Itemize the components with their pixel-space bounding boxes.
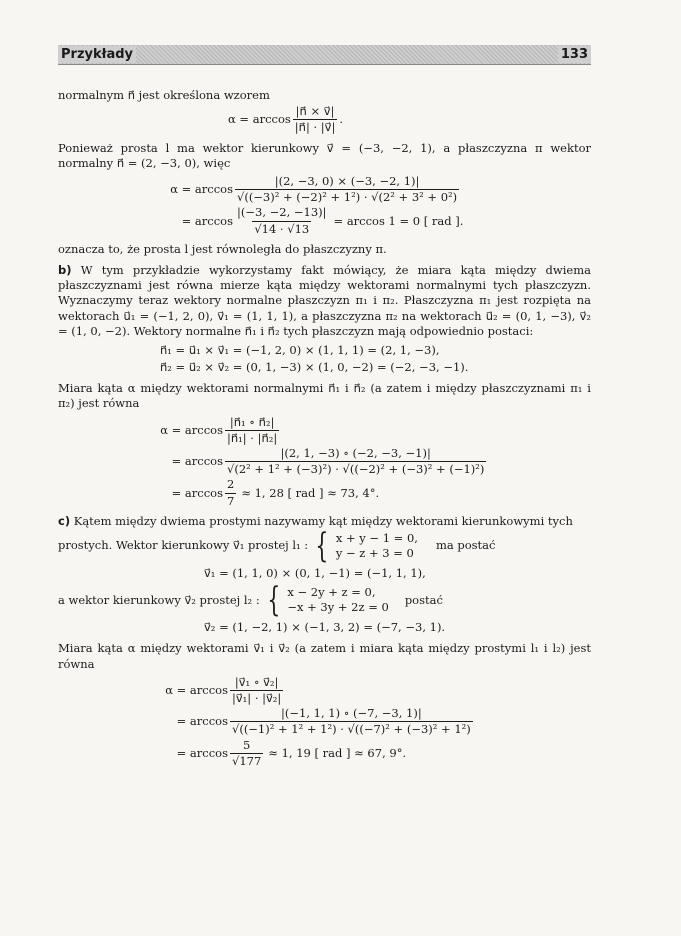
equation-c1: α = arccos $\frac{\text{|v⃗₁ ∘ v⃗₂|}}{\text{|v⃗₁| · |v⃗₂|}}$ <box>165 674 282 705</box>
fraction: $\frac{|(-3, -2, -13)|}{√14 \cdot √13}$ <box>237 205 327 236</box>
intro-text: normalnym n⃗ jest określona wzorem <box>58 88 270 102</box>
fraction: $\frac{2}{7}$ <box>227 477 235 508</box>
fraction: $\frac{\text{|n⃗₁ ∘ n⃗₂|}}{\text{|n⃗₁| · |n⃗₂|}}$ <box>227 414 278 445</box>
equation-a1: α = arccos $\frac{|(2, -3, 0) \times (-3, -2, 1)|}{\text{√((−3)² + (−2)² + 1²) · √(2² + 3² + 0²)}}$ <box>170 173 458 205</box>
page-number: 133 <box>558 46 591 63</box>
part-c-label: c) <box>58 513 71 528</box>
equation-b1: α = arccos $\frac{\text{|n⃗₁ ∘ n⃗₂|}}{\text{|n⃗₁| · |n⃗₂|}}$ <box>160 414 278 445</box>
page-header <box>58 45 591 65</box>
equation-b3: = arccos $\frac{2}{7}$ ≈ 1, 28 [ rad ] ≈ 73, 4°. <box>171 477 380 508</box>
part-b-label: b) <box>58 263 72 277</box>
fraction: $\frac{|(2, 1, -3) \circ (-2, -3, -1)|}{\text{√(2² + 1² + (−3)²) · √((−2)² + (−3)² + (−1)²)}}$ <box>227 445 485 477</box>
fraction: $\frac{|(2, -3, 0) \times (-3, -2, 1)|}{\text{√((−3)² + (−2)² + 1²) · √(2² + 3² + 0²)}}$ <box>237 173 458 205</box>
equation-b2: = arccos $\frac{|(2, 1, -3) \circ (-2, -3, -1)|}{\text{√(2² + 1² + (−3)²) · √((−2)² + (−3)² + (−1)²)}}$ <box>171 445 485 477</box>
equation-n2: n⃗₂ = u⃗₂ × v⃗₂ = (0, 1, −3) × (1, 0, −2) = (−2, −3, −1). <box>160 360 469 375</box>
paragraph: Miara kąta α między wektorami v⃗₁ i v⃗₂ (a zatem i miara kąta między prostymi l₁ i l₂) jest równa <box>58 641 591 671</box>
formula-general: α = arccos $\frac{|n⃗ \times v⃗|}{|n⃗| \cdot |v⃗|}$ . <box>228 104 343 135</box>
paragraph: Ponieważ prosta l ma wektor kierunkowy v⃗ = (−3, −2, 1), a płaszczyzna π wektor normalny n⃗ = (2, −3, 0), więc <box>58 140 591 170</box>
left-brace-icon: { <box>315 526 329 567</box>
fraction: $\frac{\text{|v⃗₁ ∘ v⃗₂|}}{\text{|v⃗₁| · |v⃗₂|}}$ <box>232 674 282 705</box>
line-l1: prostych. Wektor kierunkowy v⃗₁ prostej l₁ : { x + y − 1 = 0, y − z + 3 = 0 ma postać <box>58 526 496 567</box>
paragraph: Miara kąta α między wektorami normalnymi n⃗₁ i n⃗₂ (a zatem i między płaszczyznami π₁ i π₂) jest równa <box>58 381 591 411</box>
equation-c3: = arccos $\frac{5}{√177}$ ≈ 1, 19 [ rad ] ≈ 67, 9°. <box>176 737 407 768</box>
equation-n1: n⃗₁ = u⃗₁ × v⃗₁ = (−1, 2, 0) × (1, 1, 1) = (2, 1, −3), <box>160 342 440 357</box>
page-body <box>58 88 591 768</box>
equation-system-l1: x + y − 1 = 0, y − z + 3 = 0 <box>335 530 418 561</box>
left-brace-icon: { <box>267 580 281 621</box>
line-l2: a wektor kierunkowy v⃗₂ prostej l₂ : { x − 2y + z = 0, −x + 3y + 2z = 0 postać <box>58 580 443 621</box>
equation-c2: = arccos $\frac{|(-1, 1, 1) \circ (-7, -3, 1)|}{\text{√((−1)² + 1² + 1²) · √((−7)² + (−3)² + 1²)}}$ <box>176 706 471 737</box>
equation-v2: v⃗₂ = (1, −2, 1) × (−1, 3, 2) = (−7, −3, 1). <box>204 620 446 635</box>
fraction: $\frac{5}{√177}$ <box>232 737 262 768</box>
conclusion-text: oznacza to, że prosta l jest równoległa do płaszczyzny π. <box>58 241 387 256</box>
part-b-paragraph: b) W tym przykładzie wykorzystamy fakt mówiący, że miara kąta między dwiema płaszczyznami jest równa mierze kąta między wektorami normalnymi tych płaszczyzn. Wyznaczymy teraz wektory normalne płaszczyzn π₁ i π₂. Płaszczyzna π₁ jest rozpięta na wektorach u⃗₁ = (−1, 2, 0), v⃗₁ = (1, 1, 1), a płaszczyzna π₂ na wektorach u⃗₂ = (0, 1, −3), v⃗₂ = (1, 0, −2). Wektory normalne n⃗₁ i n⃗₂ tych płaszczyzn mają odpowiednio postaci: <box>58 263 591 338</box>
equation-v1: v⃗₁ = (1, 1, 0) × (0, 1, −1) = (−1, 1, 1), <box>204 566 426 581</box>
equation-a2: = arccos $\frac{|(-3, -2, -13)|}{√14 \cdot √13}$ = arccos 1 = 0 [ rad ]. <box>181 205 464 236</box>
fraction: $\frac{|(-1, 1, 1) \circ (-7, -3, 1)|}{\text{√((−1)² + 1² + 1²) · √((−7)² + (−3)² + 1²)}}$ <box>232 706 471 737</box>
section-title: Przykłady <box>58 46 136 63</box>
fraction: $\frac{|n⃗ \times v⃗|}{|n⃗| \cdot |v⃗|}$ <box>294 104 336 135</box>
part-c-paragraph: c) Kątem między dwiema prostymi nazywamy kąt między wektorami kierunkowymi tych <box>58 513 573 528</box>
equation-system-l2: x − 2y + z = 0, −x + 3y + 2z = 0 <box>287 584 389 615</box>
